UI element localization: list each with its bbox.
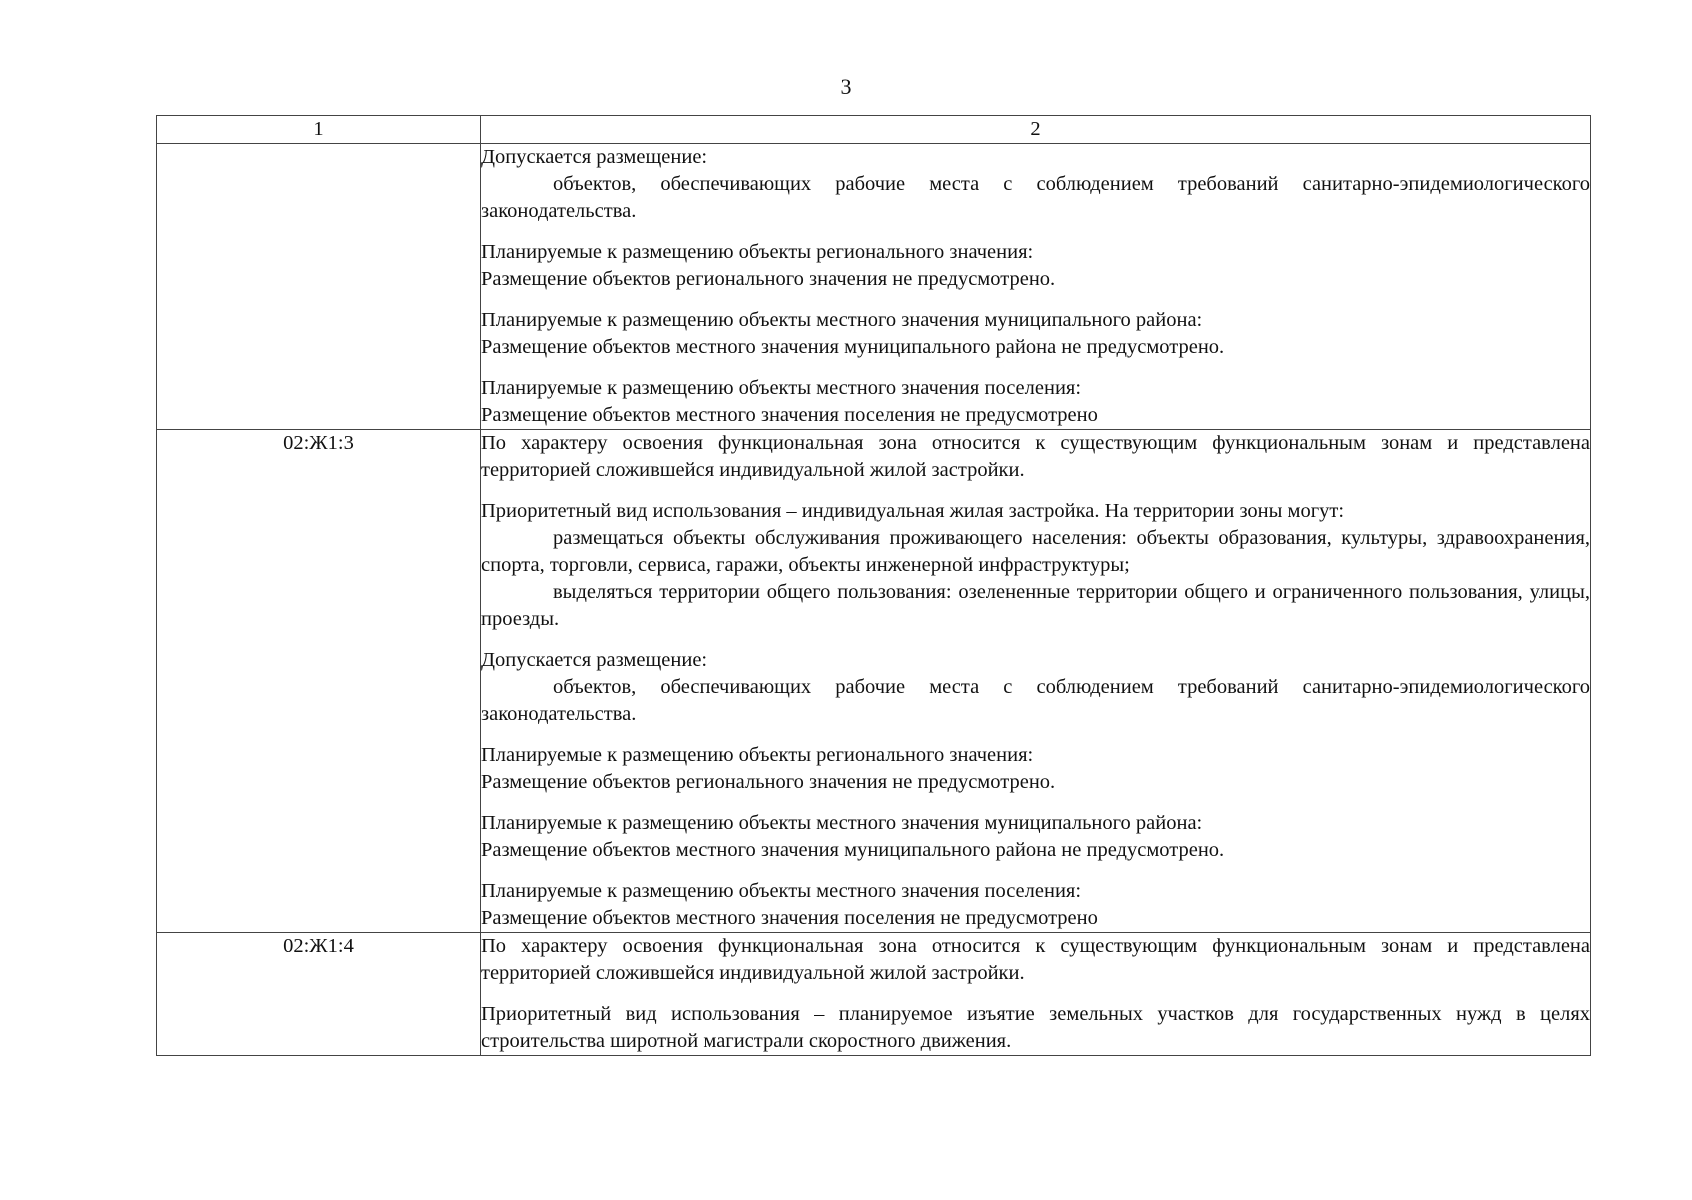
description-block — [481, 144, 1590, 225]
block-text: Размещение объектов местного значения муниципального района не предусмотрено. — [481, 336, 1225, 358]
zone-description-cell — [481, 144, 1591, 430]
block-title: Планируемые к размещению объекты местного значения муниципального района: — [481, 309, 1203, 331]
block-item: выделяться территории общего пользования: озелененные территории общего и ограниченного пользования, улицы, проезды. — [481, 581, 1590, 630]
block-text: Приоритетный вид использования – планируемое изъятие земельных участков для государственных нужд в целях строительства широтной магистрали скоростного движения. — [481, 1003, 1590, 1052]
table-row — [157, 430, 1591, 933]
zone-code-cell: 02:Ж1:3 — [157, 430, 481, 933]
block-title: Допускается размещение: — [481, 146, 708, 168]
description-block — [481, 742, 1590, 796]
zone-code-cell — [157, 144, 481, 430]
block-title: Приоритетный вид использования – индивидуальная жилая застройка. На территории зоны могут: — [481, 500, 1345, 522]
block-item: объектов, обеспечивающих рабочие места с соблюдением требований санитарно-эпидемиологического законодательства. — [481, 676, 1590, 725]
column-header-1: 1 — [157, 116, 481, 144]
zone-description-cell — [481, 430, 1591, 933]
block-text: Размещение объектов регионального значения не предусмотрено. — [481, 771, 1056, 793]
description-block — [481, 933, 1590, 987]
description-block — [481, 1001, 1590, 1055]
block-text: По характеру освоения функциональная зона относится к существующим функциональным зонам и представлена территорией сложившейся индивидуальной жилой застройки. — [481, 432, 1590, 481]
zones-table — [156, 115, 1591, 1056]
block-title: Планируемые к размещению объекты местного значения муниципального района: — [481, 812, 1203, 834]
block-text: Размещение объектов регионального значения не предусмотрено. — [481, 268, 1056, 290]
block-text: По характеру освоения функциональная зона относится к существующим функциональным зонам и представлена территорией сложившейся индивидуальной жилой застройки. — [481, 935, 1590, 984]
description-block — [481, 430, 1590, 484]
description-block — [481, 810, 1590, 864]
description-block — [481, 878, 1590, 932]
block-title: Планируемые к размещению объекты регионального значения: — [481, 744, 1034, 766]
zone-code-cell: 02:Ж1:4 — [157, 933, 481, 1056]
block-text: Размещение объектов местного значения поселения не предусмотрено — [481, 404, 1098, 426]
page-number: 3 — [840, 74, 852, 99]
block-title: Планируемые к размещению объекты местного значения поселения: — [481, 880, 1082, 902]
description-block — [481, 498, 1590, 633]
zone-description-cell — [481, 933, 1591, 1056]
block-title: Допускается размещение: — [481, 649, 708, 671]
block-title: Планируемые к размещению объекты местного значения поселения: — [481, 377, 1082, 399]
table-header-row — [157, 116, 1591, 144]
table-row — [157, 144, 1591, 430]
block-text: Размещение объектов местного значения муниципального района не предусмотрено. — [481, 839, 1225, 861]
block-title: Планируемые к размещению объекты регионального значения: — [481, 241, 1034, 263]
block-item: размещаться объекты обслуживания проживающего населения: объекты образования, культуры, здравоохранения, спорта, торговли, сервиса, гаражи, объекты инженерной инфраструктуры; — [481, 527, 1590, 576]
description-block — [481, 375, 1590, 429]
table-row — [157, 933, 1591, 1056]
block-item: объектов, обеспечивающих рабочие места с соблюдением требований санитарно-эпидемиологического законодательства. — [481, 173, 1590, 222]
description-block — [481, 307, 1590, 361]
block-text: Размещение объектов местного значения поселения не предусмотрено — [481, 907, 1098, 929]
description-block — [481, 239, 1590, 293]
description-block — [481, 647, 1590, 728]
column-header-2: 2 — [481, 116, 1591, 144]
